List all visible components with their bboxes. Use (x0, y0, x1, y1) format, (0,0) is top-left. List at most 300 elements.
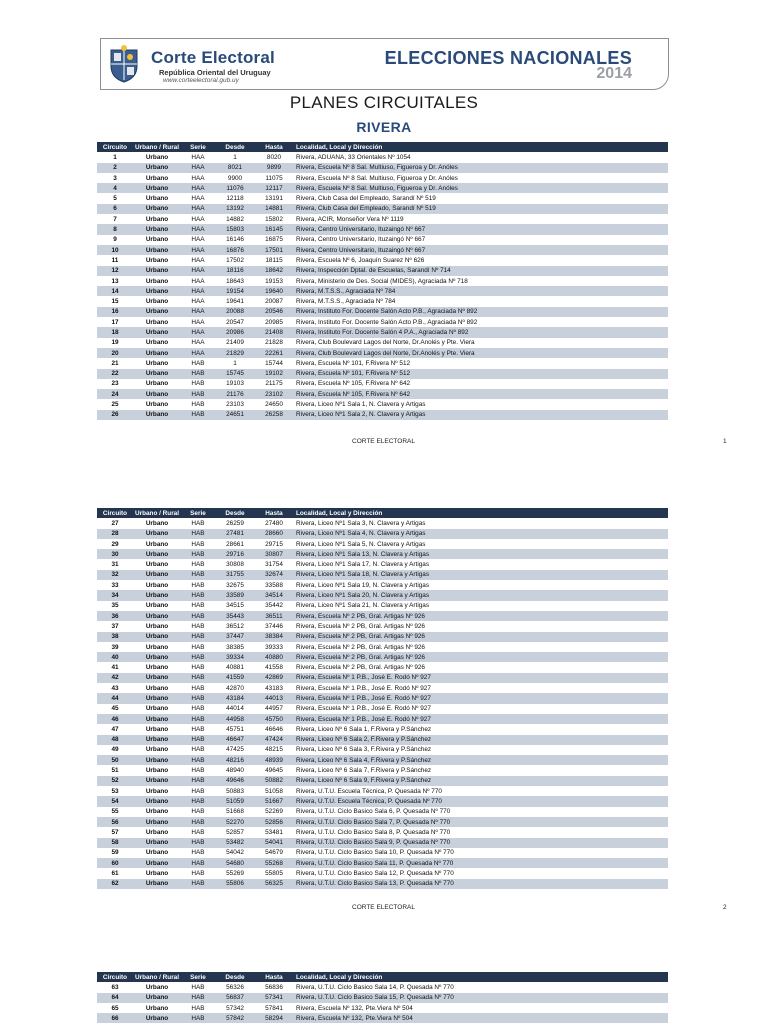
range-from: 15745 (226, 370, 244, 378)
series: HAA (191, 267, 205, 275)
circuit-number: 26 (111, 411, 119, 419)
range-from: 19103 (226, 380, 244, 388)
location-address: Rivera, Liceo Nº1 Sala 21, N. Clavera y Artigas (296, 602, 430, 610)
location-address: Rivera, Escuela Nº 101, F.Rivera Nº 512 (296, 370, 411, 378)
range-to: 43183 (265, 684, 283, 692)
area-type: Urbano (145, 519, 169, 527)
location-address: Rivera, Escuela Nº 2 PB, Gral. Artigas Nº 926 (296, 622, 425, 630)
range-from: 39334 (226, 653, 244, 661)
table-row (97, 235, 668, 245)
series: HAB (191, 581, 205, 589)
range-from: 19154 (226, 287, 244, 295)
range-to: 24650 (265, 401, 283, 409)
localidad-header: Localidad, Local y Dirección (296, 143, 383, 151)
range-from: 41559 (226, 674, 244, 682)
area-type: Urbano (145, 839, 169, 847)
range-from: 14882 (226, 215, 244, 223)
location-address: Rivera, ADUANA, 33 Orientales Nº 1054 (296, 153, 411, 161)
table-row (97, 868, 668, 878)
circuit-number: 34 (111, 592, 119, 600)
circuit-number: 35 (111, 602, 119, 610)
area-type: Urbano (145, 164, 169, 172)
series: HAB (191, 797, 205, 805)
table-row (97, 559, 668, 569)
area-type: Urbano (145, 581, 169, 589)
area-type: Urbano (145, 849, 169, 857)
series: HAB (191, 571, 205, 579)
range-to: 44957 (265, 705, 283, 713)
range-to: 20546 (265, 308, 283, 316)
footer-text: CORTE ELECTORAL (352, 438, 415, 445)
range-from: 44014 (226, 705, 244, 713)
area-type: Urbano (145, 725, 169, 733)
table-row (97, 807, 668, 817)
series: HAB (191, 808, 205, 816)
area-type: Urbano (145, 808, 169, 816)
circuit-number: 47 (111, 725, 119, 733)
table-row (97, 1003, 668, 1013)
range-from: 53482 (226, 839, 244, 847)
series: HAB (191, 746, 205, 754)
table-row (97, 735, 668, 745)
range-to: 33588 (265, 581, 283, 589)
series: HAB (191, 725, 205, 733)
circuit-number: 12 (111, 267, 119, 275)
table-row (97, 539, 668, 549)
location-address: Rivera, Liceo Nº 6 Sala 1, F.Rivera y P.Sánchez (296, 725, 432, 733)
area-type: Urbano (145, 777, 169, 785)
location-address: Rivera, Liceo Nº1 Sala 19, N. Clavera y Artigas (296, 581, 430, 589)
table-row (97, 724, 668, 734)
circuit-number: 33 (111, 581, 119, 589)
range-from: 51059 (226, 797, 244, 805)
circuit-number: 54 (111, 797, 119, 805)
circuit-number: 32 (111, 571, 119, 579)
series: HAA (191, 287, 205, 295)
desde-header: Desde (225, 143, 245, 151)
circuit-table-page-3 (97, 972, 668, 1023)
location-address: Rivera, M.T.S.S., Agraciada Nº 784 (296, 298, 396, 306)
table-row (97, 245, 668, 255)
table-row (97, 348, 668, 358)
range-to: 52269 (265, 808, 283, 816)
area-type: Urbano (145, 818, 169, 826)
range-to: 44013 (265, 694, 283, 702)
circuito-header: Circuito (102, 143, 128, 151)
range-from: 33589 (226, 592, 244, 600)
location-address: Rivera, U.T.U. Ciclo Basico Sala 14, P. Quesada Nº 770 (296, 983, 454, 991)
circuit-number: 3 (113, 174, 117, 182)
table-row (97, 358, 668, 368)
table-row (97, 529, 668, 539)
range-to: 56836 (265, 983, 283, 991)
circuit-number: 55 (111, 808, 119, 816)
series: HAB (191, 839, 205, 847)
range-to: 48215 (265, 746, 283, 754)
series: HAB (191, 622, 205, 630)
range-from: 21409 (226, 339, 244, 347)
area-type: Urbano (145, 736, 169, 744)
area-type: Urbano (145, 370, 169, 378)
series: HAB (191, 602, 205, 610)
circuit-number: 57 (111, 828, 119, 836)
area-type: Urbano (145, 602, 169, 610)
table-row (97, 745, 668, 755)
series: HAB (191, 787, 205, 795)
range-to: 30807 (265, 550, 283, 558)
circuit-number: 6 (113, 205, 117, 213)
table-row (97, 621, 668, 631)
circuit-number: 29 (111, 540, 119, 548)
circuit-number: 15 (111, 298, 119, 306)
location-address: Rivera, Escuela Nº 101, F.Rivera Nº 512 (296, 359, 411, 367)
range-from: 20986 (226, 328, 244, 336)
range-to: 57341 (265, 994, 283, 1002)
range-to: 14881 (265, 205, 283, 213)
table-row (97, 714, 668, 724)
range-from: 42870 (226, 684, 244, 692)
circuit-number: 36 (111, 612, 119, 620)
range-to: 20087 (265, 298, 283, 306)
circuit-number: 27 (111, 519, 119, 527)
series: HAA (191, 164, 205, 172)
table-row (97, 255, 668, 265)
location-address: Rivera, U.T.U. Ciclo Basico Sala 9, P. Quesada Nº 770 (296, 839, 451, 847)
location-address: Rivera, Liceo Nº1 Sala 18, N. Clavera y Artigas (296, 571, 430, 579)
table-row (97, 601, 668, 611)
range-from: 12118 (226, 195, 244, 203)
range-from: 45751 (226, 725, 244, 733)
range-to: 17501 (265, 246, 283, 254)
location-address: Rivera, Centro Universitario, Ituzaingó Nº 667 (296, 246, 426, 254)
table-row (97, 580, 668, 590)
location-address: Rivera, Club Boulevard Lagos del Norte, Dr.Anolés y Pte. Viera (296, 339, 475, 347)
series: HAB (191, 736, 205, 744)
series: HAB (191, 859, 205, 867)
table-row (97, 276, 668, 286)
range-to: 9899 (266, 164, 282, 172)
series: HAA (191, 153, 205, 161)
urbano-rural-header: Urbano / Rural (134, 143, 180, 151)
series: HAB (191, 561, 205, 569)
area-type: Urbano (145, 205, 169, 213)
org-subtitle: República Oriental del Uruguay (159, 68, 271, 77)
area-type: Urbano (145, 612, 169, 620)
series: HAA (191, 215, 205, 223)
range-from: 1 (233, 153, 237, 161)
range-to: 46646 (265, 725, 283, 733)
area-type: Urbano (145, 592, 169, 600)
series: HAB (191, 592, 205, 600)
table-row (97, 317, 668, 327)
circuit-number: 42 (111, 674, 119, 682)
range-to: 53481 (265, 828, 283, 836)
circuit-number: 44 (111, 694, 119, 702)
location-address: Rivera, U.T.U. Escuela Técnica, P. Quesada Nº 770 (296, 787, 442, 795)
area-type: Urbano (145, 174, 169, 182)
location-address: Rivera, Liceo Nº 6 Sala 4, F.Rivera y P.Sánchez (296, 756, 432, 764)
range-from: 16146 (226, 236, 244, 244)
area-type: Urbano (145, 267, 169, 275)
range-to: 19640 (265, 287, 283, 295)
table-header-row (97, 508, 668, 518)
area-type: Urbano (145, 787, 169, 795)
area-type: Urbano (145, 318, 169, 326)
range-from: 55269 (226, 870, 244, 878)
series: HAB (191, 818, 205, 826)
series: HAB (191, 880, 205, 888)
series: HAB (191, 756, 205, 764)
area-type: Urbano (145, 246, 169, 254)
range-to: 18642 (265, 267, 283, 275)
range-from: 17502 (226, 256, 244, 264)
area-type: Urbano (145, 767, 169, 775)
area-type: Urbano (145, 643, 169, 651)
location-address: Rivera, Escuela Nº 1 P.B., José E. Rodó Nº 927 (296, 694, 431, 702)
series: HAB (191, 401, 205, 409)
series: HAB (191, 694, 205, 702)
range-from: 51668 (226, 808, 244, 816)
circuito-header: Circuito (102, 509, 128, 517)
location-address: Rivera, U.T.U. Ciclo Basico Sala 15, P. Quesada Nº 770 (296, 994, 454, 1002)
table-row (97, 652, 668, 662)
location-address: Rivera, Escuela Nº 2 PB, Gral. Artigas Nº 926 (296, 612, 425, 620)
range-to: 19102 (265, 370, 283, 378)
series: HAA (191, 205, 205, 213)
series: HAB (191, 1004, 205, 1012)
area-type: Urbano (145, 550, 169, 558)
circuit-number: 66 (111, 1014, 119, 1022)
series: HAB (191, 519, 205, 527)
series: HAB (191, 359, 205, 367)
circuit-number: 23 (111, 380, 119, 388)
table-row (97, 307, 668, 317)
circuit-number: 24 (111, 390, 119, 398)
circuit-number: 45 (111, 705, 119, 713)
circuit-table-page-1 (97, 142, 668, 420)
area-type: Urbano (145, 994, 169, 1002)
location-address: Rivera, M.T.S.S., Agraciada Nº 784 (296, 287, 396, 295)
urbano-rural-header: Urbano / Rural (134, 973, 180, 981)
table-row (97, 152, 668, 162)
circuit-number: 7 (113, 215, 117, 223)
series: HAB (191, 983, 205, 991)
series: HAB (191, 777, 205, 785)
series: HAB (191, 530, 205, 538)
range-from: 8021 (227, 164, 243, 172)
circuit-number: 65 (111, 1004, 119, 1012)
circuit-number: 25 (111, 401, 119, 409)
range-to: 35442 (265, 602, 283, 610)
circuit-number: 63 (111, 983, 119, 991)
range-from: 56837 (226, 994, 244, 1002)
table-row (97, 765, 668, 775)
series: HAA (191, 236, 205, 244)
circuit-number: 52 (111, 777, 119, 785)
serie-header: Serie (190, 973, 206, 981)
hasta-header: Hasta (265, 143, 283, 151)
area-type: Urbano (145, 633, 169, 641)
location-address: Rivera, U.T.U. Ciclo Basico Sala 12, P. Quesada Nº 770 (296, 870, 454, 878)
desde-header: Desde (225, 973, 245, 981)
series: HAA (191, 226, 205, 234)
range-to: 21175 (265, 380, 283, 388)
circuit-number: 37 (111, 622, 119, 630)
range-from: 40881 (226, 664, 244, 672)
location-address: Rivera, Escuela Nº 8 Sal. Multiuso, Figueroa y Dr. Anóles (296, 184, 458, 192)
range-from: 20547 (226, 318, 244, 326)
circuit-table-page-2 (97, 508, 668, 889)
circuit-number: 2 (113, 164, 117, 172)
range-from: 54042 (226, 849, 244, 857)
range-from: 19641 (226, 298, 244, 306)
location-address: Rivera, Club Casa del Empleado, Sarandí Nº 519 (296, 195, 436, 203)
circuit-number: 38 (111, 633, 119, 641)
circuit-number: 1 (113, 153, 117, 161)
range-to: 41558 (265, 664, 283, 672)
range-from: 28661 (226, 540, 244, 548)
area-type: Urbano (145, 153, 169, 161)
circuit-number: 50 (111, 756, 119, 764)
area-type: Urbano (145, 328, 169, 336)
location-address: Rivera, Instituto For. Docente Salón Acto P.B., Agraciada Nº 892 (296, 318, 478, 326)
range-to: 54679 (265, 849, 283, 857)
table-row (97, 224, 668, 234)
area-type: Urbano (145, 226, 169, 234)
circuit-number: 20 (111, 349, 119, 357)
circuit-number: 51 (111, 767, 119, 775)
hasta-header: Hasta (265, 973, 283, 981)
table-row (97, 693, 668, 703)
range-to: 21408 (265, 328, 283, 336)
circuit-number: 5 (113, 195, 117, 203)
circuit-number: 13 (111, 277, 119, 285)
circuit-number: 48 (111, 736, 119, 744)
range-from: 44958 (226, 715, 244, 723)
series: HAA (191, 308, 205, 316)
footer-text: CORTE ELECTORAL (352, 904, 415, 911)
range-to: 26258 (265, 411, 283, 419)
series: HAB (191, 633, 205, 641)
circuit-number: 39 (111, 643, 119, 651)
range-to: 52856 (265, 818, 283, 826)
area-type: Urbano (145, 308, 169, 316)
table-row (97, 399, 668, 409)
hasta-header: Hasta (265, 509, 283, 517)
table-row (97, 369, 668, 379)
range-to: 31754 (265, 561, 283, 569)
area-type: Urbano (145, 349, 169, 357)
location-address: Rivera, Centro Universitario, Ituzaingó Nº 667 (296, 236, 426, 244)
circuit-number: 22 (111, 370, 119, 378)
range-from: 34515 (226, 602, 244, 610)
table-row (97, 549, 668, 559)
location-address: Rivera, Escuela Nº 132, Pte.Viera Nº 504 (296, 1014, 413, 1022)
table-row (97, 838, 668, 848)
area-type: Urbano (145, 880, 169, 888)
series: HAA (191, 298, 205, 306)
circuit-number: 17 (111, 318, 119, 326)
location-address: Rivera, Centro Universitario, Ituzaingó Nº 667 (296, 226, 426, 234)
range-from: 48216 (226, 756, 244, 764)
location-address: Rivera, Ministerio de Des. Social (MIDES), Agraciada Nº 718 (296, 277, 468, 285)
range-to: 42869 (265, 674, 283, 682)
table-row (97, 183, 668, 193)
org-url[interactable]: www.corteelectoral.gub.uy (163, 77, 239, 84)
table-row (97, 662, 668, 672)
table-row (97, 796, 668, 806)
serie-header: Serie (190, 143, 206, 151)
table-row (97, 632, 668, 642)
circuit-number: 46 (111, 715, 119, 723)
area-type: Urbano (145, 870, 169, 878)
urbano-rural-header: Urbano / Rural (134, 509, 180, 517)
location-address: Rivera, Escuela Nº 6, Joaquín Suarez Nº 626 (296, 256, 425, 264)
table-row (97, 848, 668, 858)
location-address: Rivera, Liceo Nº1 Sala 5, N. Clavera y Artigas (296, 540, 426, 548)
area-type: Urbano (145, 983, 169, 991)
range-to: 12117 (265, 184, 283, 192)
range-from: 21829 (226, 349, 244, 357)
range-to: 27480 (265, 519, 283, 527)
area-type: Urbano (145, 236, 169, 244)
location-address: Rivera, Liceo Nº1 Sala 20, N. Clavera y Artigas (296, 592, 430, 600)
area-type: Urbano (145, 411, 169, 419)
circuit-number: 31 (111, 561, 119, 569)
circuit-number: 16 (111, 308, 119, 316)
circuit-number: 62 (111, 880, 119, 888)
table-row (97, 163, 668, 173)
location-address: Rivera, U.T.U. Escuela Técnica, P. Quesada Nº 770 (296, 797, 442, 805)
location-address: Rivera, Escuela Nº 105, F.Rivera Nº 642 (296, 390, 411, 398)
location-address: Rivera, Escuela Nº 8 Sal. Multiuso, Figueroa y Dr. Anóles (296, 164, 458, 172)
circuit-number: 10 (111, 246, 119, 254)
area-type: Urbano (145, 195, 169, 203)
range-to: 13191 (265, 195, 283, 203)
series: HAB (191, 370, 205, 378)
location-address: Rivera, ACIR, Monseñor Vera Nº 1119 (296, 215, 404, 223)
location-address: Rivera, Escuela Nº 1 P.B., José E. Rodó Nº 927 (296, 684, 431, 692)
range-to: 38384 (265, 633, 283, 641)
series: HAA (191, 174, 205, 182)
area-type: Urbano (145, 561, 169, 569)
area-type: Urbano (145, 339, 169, 347)
range-from: 52270 (226, 818, 244, 826)
area-type: Urbano (145, 256, 169, 264)
series: HAA (191, 318, 205, 326)
series: HAA (191, 184, 205, 192)
coat-of-arms-logo (105, 44, 143, 84)
location-address: Rivera, U.T.U. Ciclo Basico Sala 13, P. Quesada Nº 770 (296, 880, 454, 888)
table-row (97, 410, 668, 420)
range-from: 26259 (226, 519, 244, 527)
series: HAA (191, 277, 205, 285)
table-row (97, 214, 668, 224)
desde-header: Desde (225, 509, 245, 517)
range-from: 32675 (226, 581, 244, 589)
location-address: Rivera, Escuela Nº 2 PB, Gral. Artigas Nº 926 (296, 633, 425, 641)
area-type: Urbano (145, 287, 169, 295)
localidad-header: Localidad, Local y Dirección (296, 973, 383, 981)
table-row (97, 327, 668, 337)
range-to: 45750 (265, 715, 283, 723)
area-type: Urbano (145, 674, 169, 682)
area-type: Urbano (145, 540, 169, 548)
table-row (97, 982, 668, 992)
range-from: 27481 (226, 530, 244, 538)
location-address: Rivera, Escuela Nº 1 P.B., José E. Rodó Nº 927 (296, 705, 431, 713)
series: HAA (191, 328, 205, 336)
